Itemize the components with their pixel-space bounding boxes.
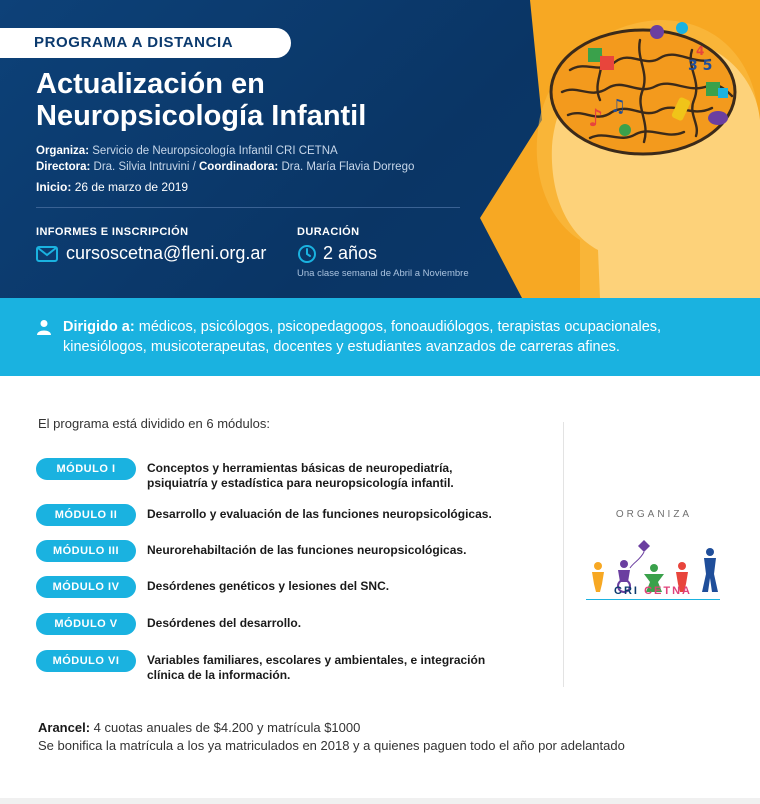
- module-badge: MÓDULO IV: [36, 576, 136, 598]
- footer-strip: [0, 798, 760, 804]
- dice-icon: [650, 25, 664, 39]
- module-badge: MÓDULO V: [36, 613, 136, 635]
- module-description: [147, 616, 547, 631]
- header-divider: [36, 207, 460, 208]
- modules-intro: El programa está dividido en 6 módulos:: [38, 416, 270, 431]
- svg-text:♫: ♫: [610, 96, 627, 117]
- fee-section: [38, 719, 625, 755]
- fee-label: Arancel:: [38, 720, 91, 735]
- module-desc-line: Variables familiares, escolares y ambientales, e integración: [147, 653, 486, 667]
- module-badge: MÓDULO III: [36, 540, 136, 562]
- module-description: [147, 653, 547, 683]
- puzzle-icon: [706, 82, 720, 96]
- target-text-1: médicos, psicólogos, psicopedagogos, fonoaudiólogos, terapistas ocupacionales,: [138, 319, 662, 335]
- course-meta: [36, 143, 466, 195]
- module-desc-line: clínica de la información.: [147, 668, 291, 682]
- column-divider: [563, 422, 564, 687]
- duracion-note: Una clase semanal de Abril a Noviembre: [297, 268, 469, 279]
- target-label: Dirigido a:: [63, 319, 135, 335]
- cri-cetna-wordmark: [586, 585, 720, 600]
- module-badge: MÓDULO VI: [36, 650, 136, 672]
- module-desc-line: Desarrollo y evaluación de las funciones neuropsicológicas.: [147, 507, 492, 521]
- module-description: [147, 579, 547, 594]
- music-note-icon: ♪: [588, 104, 604, 132]
- email-row[interactable]: [36, 243, 266, 264]
- title-line-2: Neuropsicología Infantil: [36, 100, 367, 132]
- brain-head-illustration: [460, 0, 760, 298]
- inicio-line: [36, 179, 466, 195]
- organiza-value: Servicio de Neuropsicología Infantil CRI CETNA: [92, 145, 338, 157]
- user-icon: [36, 319, 52, 335]
- module-desc-line: Conceptos y herramientas básicas de neuropediatría,: [147, 461, 453, 475]
- module-badge: MÓDULO II: [36, 504, 136, 526]
- directora-label: Directora:: [36, 161, 91, 173]
- module-desc-line: Neurorehabiltación de las funciones neuropsicológicas.: [147, 543, 467, 557]
- directora-value: Dra. Silvia Intruvini: [93, 161, 190, 173]
- organiza-line: [36, 143, 466, 159]
- module-badge: MÓDULO I: [36, 458, 136, 480]
- clock-icon: [297, 244, 317, 264]
- informes-title: INFORMES E INSCRIPCIÓN: [36, 226, 189, 238]
- block-a-icon: [588, 48, 602, 62]
- inicio-label: Inicio:: [36, 180, 72, 194]
- title-line-1: Actualización en: [36, 68, 265, 100]
- palette-icon: [708, 111, 728, 125]
- module-description: [147, 543, 547, 558]
- coordinadora-label: Coordinadora:: [199, 161, 279, 173]
- module-desc-line: Desórdenes del desarrollo.: [147, 616, 302, 630]
- program-label: PROGRAMA A DISTANCIA: [0, 28, 291, 58]
- svg-text:3 5: 3 5: [688, 58, 713, 74]
- module-description: [147, 507, 547, 522]
- target-audience-band: [0, 298, 760, 376]
- fee-note: Se bonifica la matrícula a los ya matriculados en 2018 y a quienes paguen todo el año por adelantado: [38, 738, 625, 753]
- inicio-value: 26 de marzo de 2019: [74, 180, 189, 194]
- logo-text-cri: CRI: [614, 585, 639, 597]
- logo-text-cetna: CETNA: [644, 585, 692, 597]
- email-link[interactable]: cursoscetna@fleni.org.ar: [66, 243, 267, 263]
- organiza-label: ORGANIZA: [615, 509, 693, 520]
- fee-line: [38, 719, 625, 737]
- page-title: [36, 68, 456, 132]
- module-desc-line: psiquiatría y estadística para neuropsicología infantil.: [147, 476, 454, 490]
- target-text-2: kinesiólogos, musicoterapeutas, docentes y estudiantes avanzados de carreras afines.: [63, 339, 620, 355]
- module-desc-line: Desórdenes genéticos y lesiones del SNC.: [147, 579, 390, 593]
- coordinadora-value: Dra. María Flavia Dorrego: [281, 161, 415, 173]
- staff-line: [36, 159, 466, 175]
- fee-value: 4 cuotas anuales de $4.200 y matrícula $1000: [93, 720, 361, 735]
- duracion-row: [297, 243, 377, 264]
- staff-separator: /: [189, 161, 199, 173]
- target-line-1: [63, 317, 740, 337]
- duracion-title: DURACIÓN: [297, 226, 360, 238]
- duracion-value: 2 años: [323, 243, 378, 263]
- organiza-label: Organiza:: [36, 145, 90, 157]
- module-description: [147, 461, 547, 491]
- header-banner: [0, 0, 760, 298]
- envelope-icon: [36, 246, 58, 262]
- svg-text:4: 4: [696, 44, 705, 58]
